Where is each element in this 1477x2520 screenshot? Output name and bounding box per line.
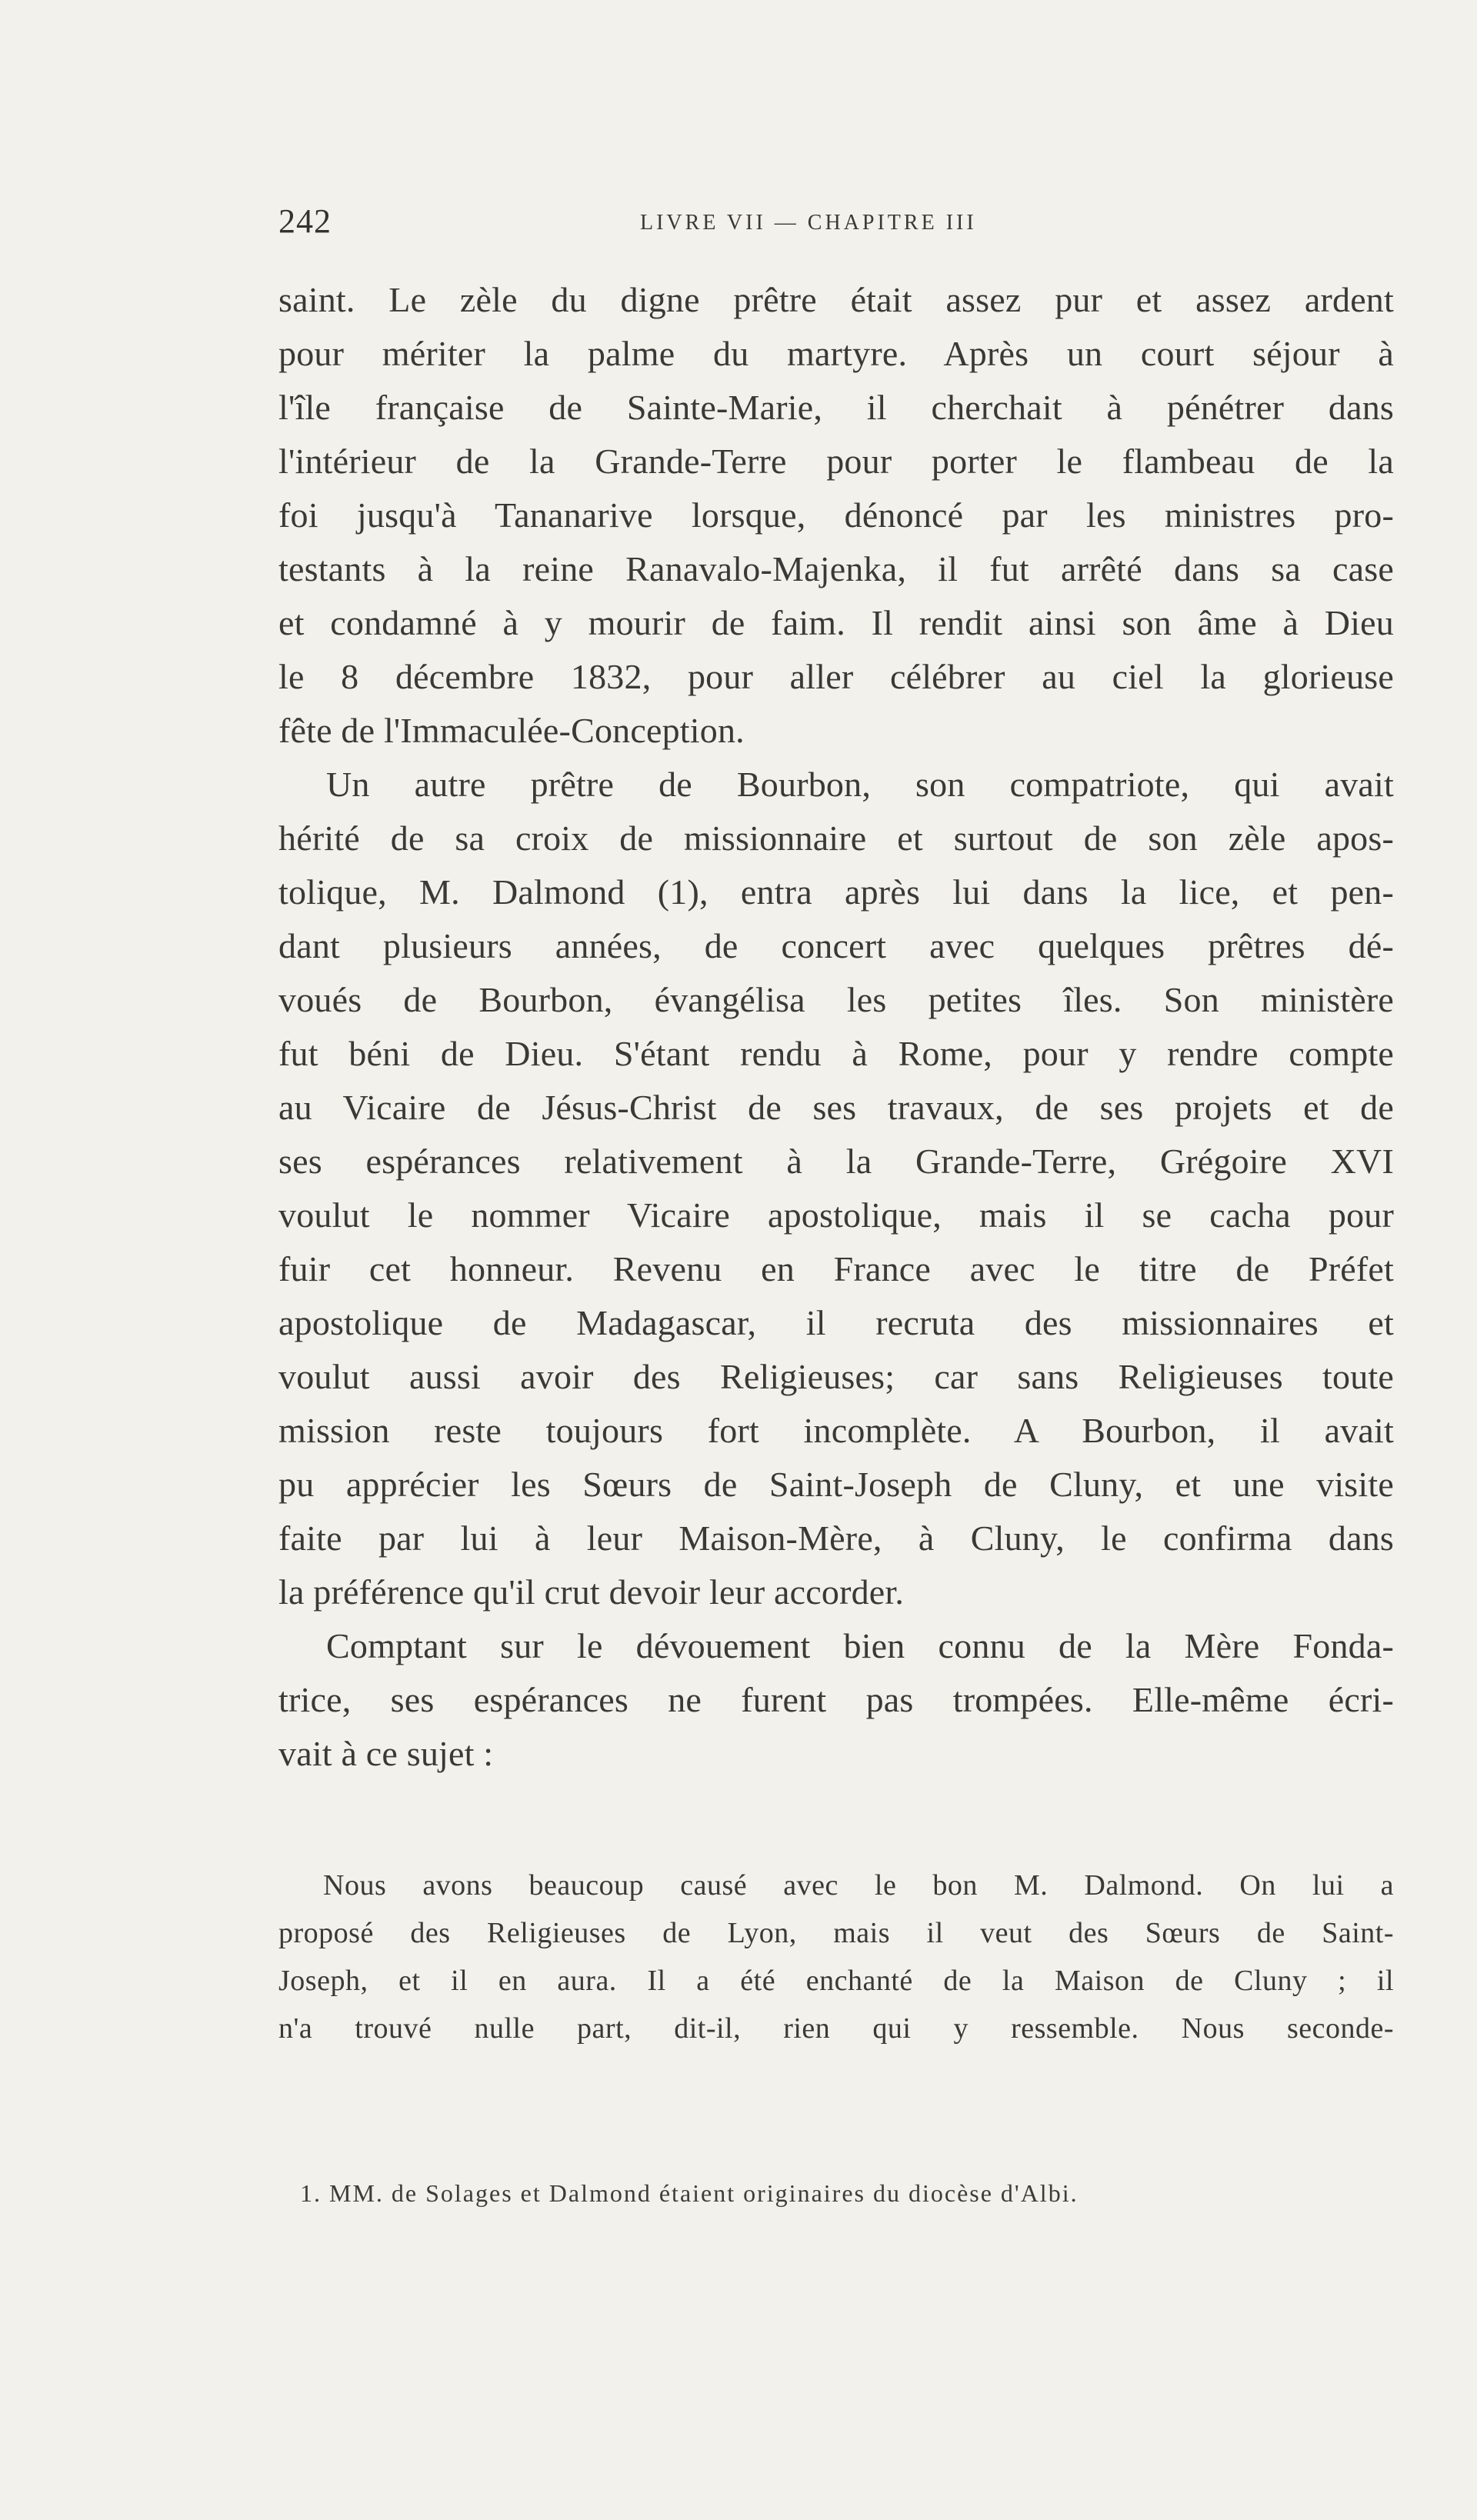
footnote: 1. MM. de Solages et Dalmond étaient originaires du diocèse d'Albi. [300,2179,1079,2207]
page-header [278,202,1394,248]
text-line: saint. Le zèle du digne prêtre était assez pur et assez ardent [278,280,1394,319]
text-line: faite par lui à leur Maison-Mère, à Cluny, le confirma dans [278,1518,1394,1558]
text-line: tolique, M. Dalmond (1), entra après lui dans la lice, et pen- [278,872,1394,912]
text-line: et condamné à y mourir de faim. Il rendit ainsi son âme à Dieu [278,603,1394,642]
text-line: Comptant sur le dévouement bien connu de la Mère Fonda- [326,1626,1394,1665]
text-line: voulut aussi avoir des Religieuses; car sans Religieuses toute [278,1357,1394,1396]
running-head: LIVRE VII — CHAPITRE III [640,211,977,235]
text-line: voulut le nommer Vicaire apostolique, mais il se cacha pour [278,1195,1394,1235]
text-line: pour mériter la palme du martyre. Après un court séjour à [278,334,1394,373]
text-line: ses espérances relativement à la Grande-Terre, Grégoire XVI [278,1142,1394,1181]
text-line: au Vicaire de Jésus-Christ de ses travaux, de ses projets et de [278,1088,1394,1127]
text-line: trice, ses espérances ne furent pas trompées. Elle-même écri- [278,1680,1394,1719]
text-line: vait à ce sujet : [278,1734,494,1773]
text-line: fut béni de Dieu. S'étant rendu à Rome, pour y rendre compte [278,1034,1394,1073]
text-line: apostolique de Madagascar, il recruta des missionnaires et [278,1303,1394,1342]
quote-line: n'a trouvé nulle part, dit-il, rien qui y ressemble. Nous seconde- [278,2012,1394,2045]
quote-line: Joseph, et il en aura. Il a été enchanté de la Maison de Cluny ; il [278,1965,1394,1997]
text-line: l'intérieur de la Grande-Terre pour porter le flambeau de la [278,442,1394,481]
quote-line: Nous avons beaucoup causé avec le bon M. Dalmond. On lui a [323,1869,1394,1902]
text-line: mission reste toujours fort incomplète. A Bourbon, il avait [278,1411,1394,1450]
text-line: la préférence qu'il crut devoir leur accorder. [278,1572,905,1612]
quote-line: proposé des Religieuses de Lyon, mais il veut des Sœurs de Saint- [278,1917,1394,1949]
text-line: pu apprécier les Sœurs de Saint-Joseph de Cluny, et une visite [278,1465,1394,1504]
text-line: le 8 décembre 1832, pour aller célébrer au ciel la glorieuse [278,657,1394,696]
text-line: hérité de sa croix de missionnaire et surtout de son zèle apos- [278,818,1394,858]
body-text [278,273,1394,1781]
quoted-letter [278,1862,1394,2052]
text-line: fuir cet honneur. Revenu en France avec le titre de Préfet [278,1249,1394,1288]
text-line: foi jusqu'à Tananarive lorsque, dénoncé par les ministres pro- [278,495,1394,535]
text-line: fête de l'Immaculée-Conception. [278,711,745,750]
text-line: Un autre prêtre de Bourbon, son compatriote, qui avait [326,765,1394,804]
text-line: dant plusieurs années, de concert avec quelques prêtres dé- [278,926,1394,965]
text-line: testants à la reine Ranavalo-Majenka, il fut arrêté dans sa case [278,549,1394,588]
text-line: voués de Bourbon, évangélisa les petites îles. Son ministère [278,980,1394,1019]
page-number: 242 [278,202,332,240]
text-line: l'île française de Sainte-Marie, il cherchait à pénétrer dans [278,388,1394,427]
